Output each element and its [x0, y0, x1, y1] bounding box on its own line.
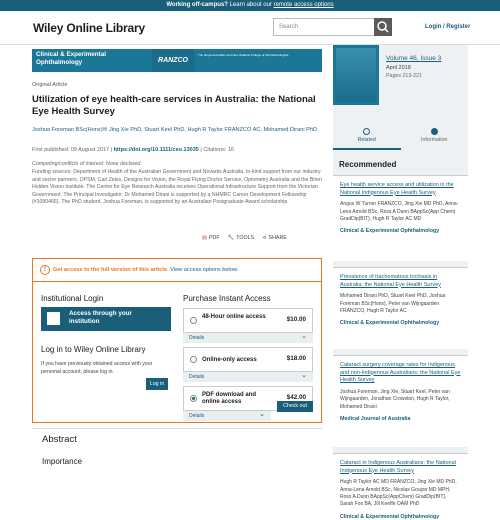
recommended-item-title[interactable]: Eye health service access and utilization in the National Indigenous Eye Health Survey [340, 182, 454, 196]
journal-banner[interactable] [32, 49, 322, 72]
banner-text: Learn about our [227, 2, 274, 8]
search-input[interactable]: Search [273, 18, 392, 36]
abstract-section [32, 428, 322, 500]
view-access-options-link[interactable]: View access options below. [170, 267, 239, 273]
purchase-title: Purchase Instant Access [183, 294, 271, 303]
search-button[interactable] [374, 18, 392, 36]
option-radio[interactable] [190, 317, 197, 324]
recommended-item-journal[interactable]: Clinical & Experimental Ophthalmology [340, 228, 440, 235]
tools-tool[interactable] [228, 235, 254, 241]
details-toggle[interactable]: Details ⌄ [183, 411, 271, 421]
ranzco-logo: RANZCO [152, 49, 194, 72]
wrench-icon: 🔧 [227, 235, 235, 241]
issue-link[interactable]: Volume 46, Issue 3 [386, 55, 442, 62]
article-authors[interactable]: Joshua Foreman BSc(Hons)✉ Jing Xie PhD, Stuart Keel PhD, Hugh R Taylor FRANZCO AC, Mohamed Dirani PhD [32, 127, 318, 133]
recommended-item [333, 453, 468, 520]
recommended-item [333, 355, 468, 447]
pdf-label: PDF [209, 235, 220, 241]
option-radio-selected[interactable] [190, 395, 197, 402]
details-toggle[interactable]: Details ⌄ [183, 372, 313, 382]
remote-access-banner [0, 0, 500, 11]
article-title: Utilization of eye health-care services in Australia: the National Eye Health Survey [32, 94, 316, 117]
issue-date: April 2018 [386, 65, 411, 71]
site-logo[interactable]: Wiley Online Library [33, 21, 145, 35]
check-out-button[interactable]: Check out [277, 401, 313, 412]
login-register-link[interactable]: Login / Register [425, 24, 471, 30]
recommended-item-journal[interactable]: Clinical & Experimental Ophthalmology [340, 320, 440, 327]
tab-information-label: Information [421, 137, 448, 143]
article-tools [202, 235, 287, 241]
login-description: If you have previously obtained access with your personal account, please log in. [41, 361, 153, 375]
tab-information[interactable] [401, 128, 469, 150]
recommended-item-journal[interactable]: Clinical & Experimental Ophthalmology [340, 513, 440, 520]
share-tool[interactable] [262, 235, 287, 241]
share-icon: ⋖ [262, 235, 267, 241]
option-price: $10.00 [286, 316, 306, 323]
option-radio[interactable] [190, 356, 197, 363]
journal-name [32, 49, 152, 72]
option-label: 48-Hour online access [202, 314, 266, 320]
site-header [0, 11, 500, 45]
log-in-button[interactable]: Log in [146, 378, 168, 390]
option-price: $18.00 [286, 355, 306, 362]
recommended-item [333, 267, 468, 349]
institution-icon [47, 312, 60, 325]
recommended-item-title[interactable]: Cataract in Indigenous Australians: the National Indigenous Eye Health Survey [340, 460, 456, 474]
sidebar-tabs [333, 128, 468, 150]
conflict-statement: Competing/conflicts of interest: None declared. [32, 161, 142, 167]
recommended-item [333, 175, 468, 261]
access-warning [33, 259, 321, 282]
recommended-item-authors: Hugh R Taylor AC MD FRANZCO, Jing Xie MD PhD, Anna-Lena Arnold BSc, Nicolas Goujon MD MPH, Ross A Dunn BAppSc(AppChem) GradDip(BIT), Sarah Fox BA, Jill Keeffe OAM PhD [340, 479, 457, 508]
tab-related[interactable] [333, 128, 401, 150]
issue-pages: Pages 213-221 [386, 73, 422, 79]
institution-access-button[interactable] [41, 307, 171, 331]
recommended-item-authors: Mohamed Dirani PhD, Stuart Keel PhD, Joshua Foreman BSc(Hons), Peter van Wijngaarden FRANZCO, Hugh R Taylor AC [340, 293, 446, 314]
wiley-login-title: Log in to Wiley Online Library [41, 345, 146, 354]
banner-bold-text: Working off-campus? [166, 2, 228, 8]
recommended-item-title[interactable]: Prevalence of trachomatous trichiasis in Australia: the National Eye Health Survey [340, 274, 441, 288]
info-warning-icon: ! [40, 265, 50, 275]
doi-link[interactable]: https://doi.org/10.1111/ceo.13035 [113, 147, 199, 153]
recommended-item-title[interactable]: Cataract surgery coverage rates for Indigenous and non-Indigenous Australians: the National Eye Health Survey [340, 362, 461, 384]
info-icon [431, 128, 438, 135]
pdf-icon: ▤ [202, 235, 208, 241]
recommended-item-journal[interactable]: Medical Journal of Australia [340, 416, 411, 422]
details-toggle[interactable]: Details ⌄ [183, 333, 313, 343]
tab-related-label: Related [357, 137, 376, 143]
first-published: First published: 09 August 2017 [32, 147, 110, 153]
option-label: PDF download and online access [202, 392, 256, 405]
journal-name-line2: Ophthalmology [36, 59, 83, 66]
importance-title: Importance [42, 457, 83, 466]
cover-image [336, 48, 376, 102]
access-options-box [32, 258, 322, 423]
option-online-only[interactable] [183, 347, 313, 372]
journal-cover[interactable] [333, 45, 379, 105]
funding-statement: Funding sources: Department of Health of the Australian Government and Novartis Australia. In-kind support from our industry and sector partners, OPSM, Carl Zeiss, Designs for Vision, the Royal Flying Doctor Service, Optometry Australia and the Brien Holden Vision Institute. The Centre for Eye Research Australia receives Operational Infrastructure Support from the Victorian Government. The Principal Investigator, Dr Mohamed Dirani is supported by a NHMRC Career Development Fellowship (#1090466). The PhD student, Joshua Foreman, is supported by an Australian Postgraduate Award scholarship. [32, 169, 322, 206]
related-icon [363, 128, 370, 135]
option-label: Online-only access [202, 357, 257, 363]
search-icon [374, 18, 392, 36]
recommended-item-authors: Joshua Foreman, Jing Xie, Stuart Keel, Peter van Wijngaarden, Jonathan Crowston, Hugh R Taylor, Mohamed Dirani [340, 388, 450, 410]
institutional-login-title: Institutional Login [41, 294, 104, 303]
share-label: SHARE [268, 235, 287, 241]
recommended-title: Recommended [339, 160, 397, 169]
recommended-item-authors: Angus W Turner FRANZCO, Jing Xie MD PhD, Anna-Lena Arnold BSc, Ross A Dunn BAppSc(App Chem) GradDip(BIT), Hugh R Taylor AC MD [340, 201, 459, 222]
sidebar [333, 45, 468, 520]
institution-button-label: Access through your institution [69, 310, 132, 325]
society-name: The Royal Australian and New Zealand College of Ophthalmologists [194, 49, 322, 72]
journal-name-line1: Clinical & Experimental [36, 51, 106, 58]
article-type: Original Article [32, 82, 68, 88]
option-price: $42.00 [286, 394, 306, 401]
remote-access-link[interactable]: remote access options [273, 2, 334, 8]
option-48-hour[interactable] [183, 308, 313, 333]
tools-label: TOOLS [236, 235, 255, 241]
abstract-title: Abstract [42, 434, 77, 445]
access-warning-text: Get access to the full version of this article. [53, 267, 169, 273]
publication-line: First published: 09 August 2017 | https://doi.org/10.1111/ceo.13035 | Citations: 16 [32, 147, 234, 153]
pdf-tool[interactable] [202, 235, 220, 241]
citations-link[interactable]: Citations: 16 [203, 147, 234, 153]
